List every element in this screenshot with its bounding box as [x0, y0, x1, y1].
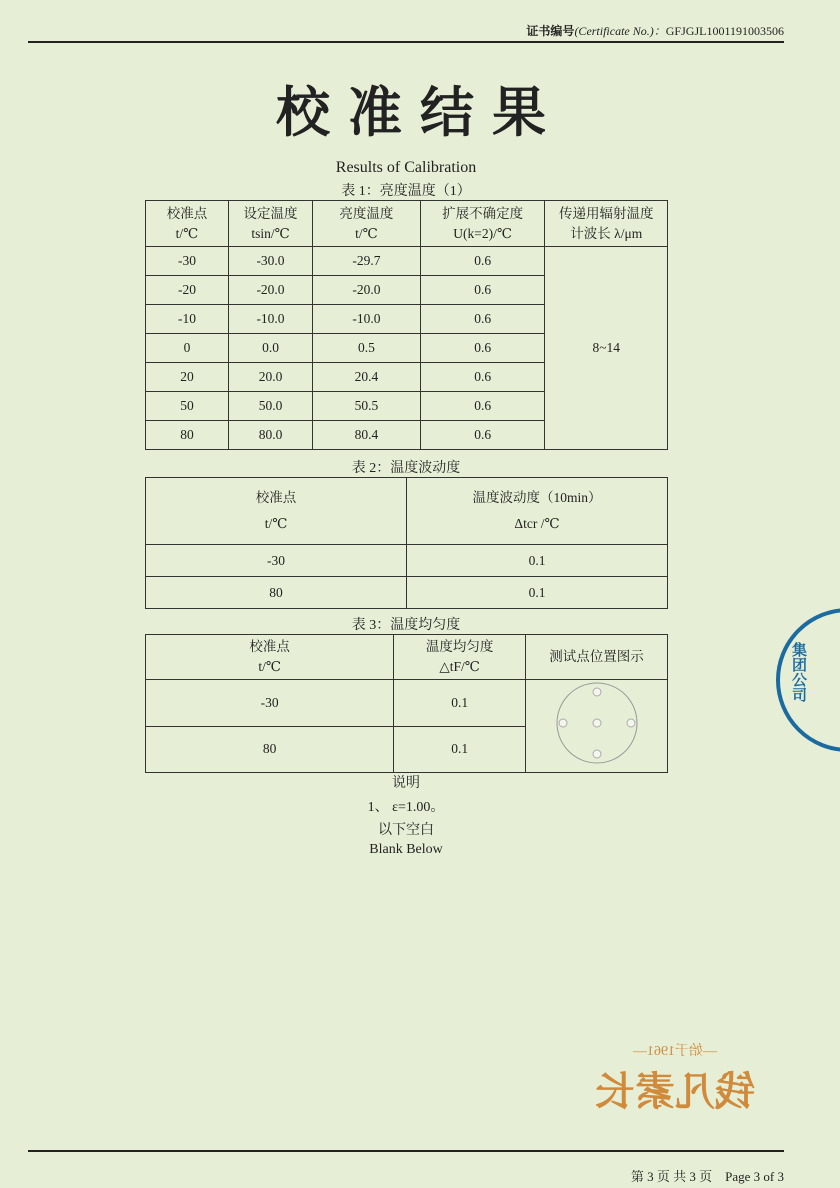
notes-heading: 说明	[392, 776, 420, 791]
table-cell: 50	[146, 392, 229, 421]
header-cell	[394, 635, 526, 680]
table-cell: 0.1	[394, 726, 526, 773]
test-point	[627, 719, 635, 727]
header-line: 校准点	[255, 490, 297, 505]
header-line: 校准点	[249, 639, 290, 654]
table-cell: -30	[146, 247, 229, 276]
header-line: △tF/℃	[439, 659, 480, 674]
table-cell: 80.4	[313, 421, 421, 450]
cert-label-en: (Certificate No.)：	[574, 24, 666, 38]
header-line: 传递用辐射温度	[558, 205, 654, 221]
test-point	[593, 688, 601, 696]
header-cell	[545, 201, 668, 247]
footer-rule	[28, 1150, 784, 1152]
table-cell: 0.1	[407, 545, 668, 577]
header-line: 温度波动度（10min）	[472, 490, 602, 505]
table-cell: 0.0	[228, 334, 312, 363]
table-cell: 0.6	[420, 276, 545, 305]
table-row	[146, 680, 668, 727]
table3-caption: 表 3：温度均匀度	[351, 618, 461, 633]
header-line: 设定温度	[243, 205, 298, 221]
header-cell	[407, 478, 668, 545]
table-cell: 0.5	[313, 334, 421, 363]
header-line: t/℃	[258, 659, 281, 674]
table-cell: 20.0	[228, 363, 312, 392]
table-cell: 80.0	[228, 421, 312, 450]
header-cell	[146, 635, 394, 680]
table-cell: 0	[146, 334, 229, 363]
header-cell	[420, 201, 545, 247]
header-cell	[228, 201, 312, 247]
page-number-en: Page 3 of 3	[725, 1169, 784, 1184]
table-row	[146, 247, 668, 276]
table1-caption: 表 1：亮度温度（1）	[341, 184, 471, 199]
table2-caption: 表 2：温度波动度	[351, 461, 461, 476]
header-line: U(k=2)/℃	[453, 225, 512, 241]
table-cell: 20	[146, 363, 229, 392]
wavelength-cell: 8~14	[545, 247, 668, 450]
table-row	[146, 545, 668, 577]
table-cell: 80	[146, 577, 407, 609]
table-header-row	[146, 478, 668, 545]
table-cell: 50.5	[313, 392, 421, 421]
header-line: t/℃	[355, 225, 378, 241]
header-line: Δtcr /℃	[514, 516, 560, 531]
header-line: 计波长 λ/μm	[570, 225, 643, 241]
table-cell: 0.6	[420, 421, 545, 450]
header-line: tsin/℃	[251, 225, 290, 241]
note-emissivity: 1、 ε=1.00。	[367, 800, 445, 815]
test-point	[593, 719, 601, 727]
test-point	[593, 750, 601, 758]
blank-below-cn: 以下空白	[378, 823, 434, 838]
table-cell: -20	[146, 276, 229, 305]
page-title: 校准结果	[276, 81, 564, 144]
logo-year: —始于1961—	[633, 1044, 717, 1059]
table-cell: 80	[146, 421, 229, 450]
table-cell: 0.6	[420, 363, 545, 392]
table-header-row	[146, 201, 668, 247]
table-cell: 0.1	[394, 680, 526, 727]
table-cell: 80	[146, 726, 394, 773]
table-header-row	[146, 635, 668, 680]
header-line: 亮度温度	[339, 205, 394, 221]
logo-name: 钱凡素长	[595, 1068, 755, 1115]
cert-no: GFJGJL1001191003506	[665, 24, 784, 38]
subtitle: Results of Calibration	[335, 159, 477, 176]
table-cell: 0.6	[420, 334, 545, 363]
table-brightness-temperature	[145, 200, 668, 450]
table-cell: -10.0	[228, 305, 312, 334]
header-line: t/℃	[264, 516, 288, 531]
table-cell: 0.6	[420, 392, 545, 421]
blank-below-en: Blank Below	[369, 842, 443, 857]
table-row	[146, 577, 668, 609]
header-line: 扩展不确定度	[442, 205, 524, 221]
table-cell: -30	[146, 545, 407, 577]
table-cell: -29.7	[313, 247, 421, 276]
table-cell: -10	[146, 305, 229, 334]
table-temperature-uniformity	[145, 634, 668, 773]
page-number	[631, 1166, 784, 1185]
table-cell: -20.0	[228, 276, 312, 305]
header-cell	[146, 201, 229, 247]
header-cell	[146, 478, 407, 545]
header-line: 温度均匀度	[425, 639, 494, 654]
table-cell: -10.0	[313, 305, 421, 334]
cert-label-cn: 证书编号	[526, 24, 575, 38]
table-cell: 0.1	[407, 577, 668, 609]
header-cell	[313, 201, 421, 247]
table-cell: 20.4	[313, 363, 421, 392]
test-point	[559, 719, 567, 727]
table-cell: -20.0	[313, 276, 421, 305]
header-rule	[28, 41, 784, 43]
logo-watermark	[580, 1040, 770, 1117]
header-line: 测试点位置图示	[549, 649, 644, 664]
page-number-cn: 第 3 页 共 3 页	[630, 1169, 713, 1184]
table-cell: 50.0	[228, 392, 312, 421]
certificate-number	[526, 22, 784, 39]
table-temperature-fluctuation	[145, 477, 668, 609]
table-cell: -30.0	[228, 247, 312, 276]
test-point-diagram	[526, 680, 668, 773]
table-cell: -30	[146, 680, 394, 727]
header-cell	[526, 635, 668, 680]
header-line: 校准点	[166, 205, 208, 221]
table-cell: 0.6	[420, 305, 545, 334]
header-line: t/℃	[175, 225, 199, 241]
table-cell: 0.6	[420, 247, 545, 276]
seal-text: 集团公司	[790, 642, 806, 702]
